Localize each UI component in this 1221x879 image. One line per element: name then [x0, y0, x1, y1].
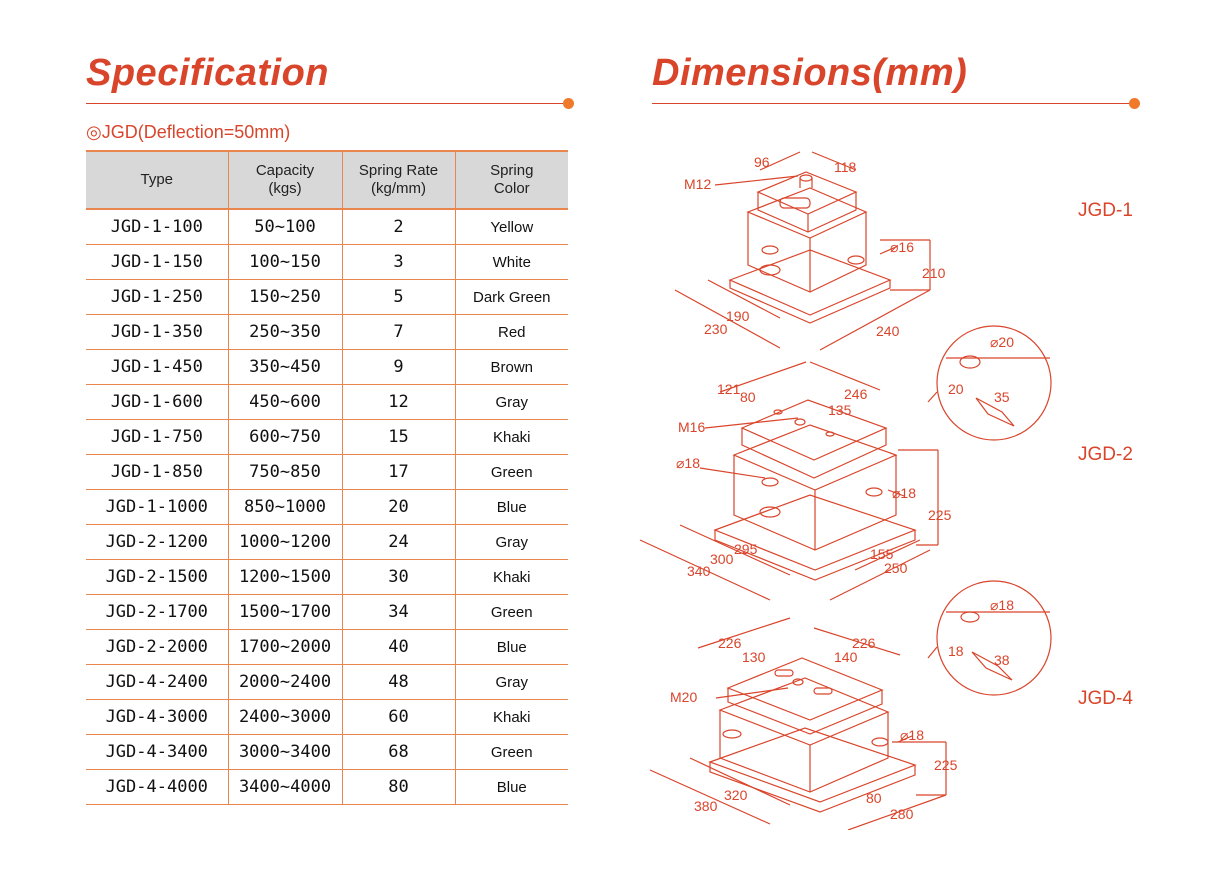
- spring-rate-cell: 3: [342, 245, 455, 280]
- jgd2-dim-base-b: 300: [710, 551, 734, 567]
- jgd-4-drawing: [650, 581, 1051, 830]
- spring-rate-cell: 30: [342, 560, 455, 595]
- jgd2-dim-base-c: 340: [687, 563, 711, 579]
- column-header: [342, 151, 455, 209]
- jgd4-dim-thread: M20: [670, 689, 698, 705]
- type-cell: JGD-2-1500: [86, 560, 228, 595]
- jgd2-dim-top-d: 135: [828, 402, 852, 418]
- model-label-jgd-4: JGD-4: [1078, 688, 1133, 709]
- spring-color-cell: Gray: [455, 385, 568, 420]
- table-row: [86, 700, 568, 735]
- spring-color-cell: Brown: [455, 350, 568, 385]
- spring-rate-cell: 48: [342, 665, 455, 700]
- spring-color-cell: Blue: [455, 770, 568, 805]
- spring-color-cell: Red: [455, 315, 568, 350]
- table-row: [86, 630, 568, 665]
- jgd4-dim-top-c: 226: [852, 635, 876, 651]
- spring-rate-cell: 80: [342, 770, 455, 805]
- table-row: [86, 560, 568, 595]
- capacity-cell: 1200~1500: [228, 560, 342, 595]
- column-header: [455, 151, 568, 209]
- column-header-line: Capacity: [255, 162, 315, 179]
- spring-color-cell: Gray: [455, 525, 568, 560]
- spring-color-cell: Khaki: [455, 560, 568, 595]
- spring-rate-cell: 15: [342, 420, 455, 455]
- spring-color-cell: Gray: [455, 665, 568, 700]
- jgd2-dim-hole: ⌀18: [676, 455, 701, 471]
- spring-rate-cell: 24: [342, 525, 455, 560]
- jgd2-dim-base-e: 250: [884, 560, 908, 576]
- capacity-cell: 3000~3400: [228, 735, 342, 770]
- capacity-cell: 450~600: [228, 385, 342, 420]
- capacity-cell: 3400~4000: [228, 770, 342, 805]
- jgd2-detail-hole: ⌀20: [990, 334, 1015, 350]
- jgd1-dim-base-a: 190: [726, 308, 750, 324]
- table-row: [86, 245, 568, 280]
- jgd2-dim-hole2: ⌀18: [892, 485, 917, 501]
- spec-table: [86, 150, 568, 805]
- spring-rate-cell: 34: [342, 595, 455, 630]
- type-cell: JGD-1-250: [86, 280, 228, 315]
- jgd4-dim-top-a: 226: [718, 635, 742, 651]
- capacity-cell: 2400~3000: [228, 700, 342, 735]
- column-header: [228, 151, 342, 209]
- jgd4-detail-b: 38: [994, 652, 1010, 668]
- table-row: [86, 595, 568, 630]
- jgd2-detail-a: 20: [948, 381, 964, 397]
- jgd2-dim-base-d: 155: [870, 546, 894, 562]
- capacity-cell: 50~100: [228, 209, 342, 245]
- capacity-cell: 750~850: [228, 455, 342, 490]
- spring-color-cell: Dark Green: [455, 280, 568, 315]
- type-cell: JGD-1-100: [86, 209, 228, 245]
- spring-color-cell: Green: [455, 455, 568, 490]
- spring-color-cell: Yellow: [455, 209, 568, 245]
- table-row: [86, 490, 568, 525]
- jgd1-dim-thread: M12: [684, 176, 712, 192]
- spring-rate-cell: 5: [342, 280, 455, 315]
- capacity-cell: 1000~1200: [228, 525, 342, 560]
- type-cell: JGD-2-1200: [86, 525, 228, 560]
- table-row: [86, 525, 568, 560]
- model-label-jgd-2: JGD-2: [1078, 444, 1133, 465]
- capacity-cell: 350~450: [228, 350, 342, 385]
- spring-color-cell: Green: [455, 735, 568, 770]
- jgd4-dim-top-d: 140: [834, 649, 858, 665]
- type-cell: JGD-4-3000: [86, 700, 228, 735]
- jgd-2-top-cap: [742, 400, 886, 460]
- spring-color-cell: Blue: [455, 490, 568, 525]
- table-row: [86, 455, 568, 490]
- type-cell: JGD-1-750: [86, 420, 228, 455]
- jgd1-dim-hole: ⌀16: [890, 239, 915, 255]
- jgd2-dim-base-a: 295: [734, 541, 758, 557]
- jgd4-dim-base-d: 280: [890, 806, 914, 822]
- table-row: [86, 315, 568, 350]
- type-cell: JGD-1-350: [86, 315, 228, 350]
- spring-rate-cell: 68: [342, 735, 455, 770]
- spec-title-rule: [86, 103, 570, 104]
- type-cell: JGD-4-2400: [86, 665, 228, 700]
- type-cell: JGD-2-1700: [86, 595, 228, 630]
- capacity-cell: 850~1000: [228, 490, 342, 525]
- spring-color-cell: White: [455, 245, 568, 280]
- dimensions-title: Dimensions(mm): [652, 52, 968, 94]
- jgd1-dim-base-c: 240: [876, 323, 900, 339]
- spring-rate-cell: 60: [342, 700, 455, 735]
- spring-rate-cell: 9: [342, 350, 455, 385]
- column-header-line: Type: [140, 171, 174, 188]
- jgd-2-drawing: [640, 326, 1051, 600]
- type-cell: JGD-2-2000: [86, 630, 228, 665]
- type-cell: JGD-1-1000: [86, 490, 228, 525]
- jgd4-dim-base-b: 380: [694, 798, 718, 814]
- dimensions-rule-dot: [1129, 98, 1140, 109]
- capacity-cell: 1500~1700: [228, 595, 342, 630]
- jgd2-dim-top-a: 121: [717, 381, 741, 397]
- spring-rate-cell: 20: [342, 490, 455, 525]
- type-cell: JGD-4-4000: [86, 770, 228, 805]
- jgd2-detail-b: 35: [994, 389, 1010, 405]
- capacity-cell: 2000~2400: [228, 665, 342, 700]
- jgd4-dim-hole: ⌀18: [900, 727, 925, 743]
- spring-color-cell: Green: [455, 595, 568, 630]
- jgd4-dim-top-b: 130: [742, 649, 766, 665]
- spring-color-cell: Khaki: [455, 700, 568, 735]
- table-row: [86, 735, 568, 770]
- column-header-line: Color: [493, 180, 530, 197]
- table-row: [86, 385, 568, 420]
- spring-rate-cell: 7: [342, 315, 455, 350]
- model-label-jgd-1: JGD-1: [1078, 200, 1133, 221]
- column-header-line: (kg/mm): [371, 180, 426, 197]
- table-row: [86, 280, 568, 315]
- spec-title: Specification: [86, 52, 329, 94]
- capacity-cell: 150~250: [228, 280, 342, 315]
- jgd1-dim-top-b: 118: [834, 159, 857, 175]
- jgd1-dim-top-a: 96: [754, 154, 770, 170]
- table-row: [86, 665, 568, 700]
- capacity-cell: 250~350: [228, 315, 342, 350]
- capacity-cell: 1700~2000: [228, 630, 342, 665]
- dimensions-title-rule: [652, 103, 1136, 104]
- spring-color-cell: Khaki: [455, 420, 568, 455]
- column-header-line: Spring Rate: [358, 162, 439, 179]
- spec-rule-dot: [563, 98, 574, 109]
- jgd4-dim-height: 225: [934, 757, 958, 773]
- jgd4-detail-hole: ⌀18: [990, 597, 1015, 613]
- capacity-cell: 100~150: [228, 245, 342, 280]
- type-cell: JGD-1-600: [86, 385, 228, 420]
- spring-rate-cell: 12: [342, 385, 455, 420]
- spring-color-cell: Blue: [455, 630, 568, 665]
- column-header: [86, 151, 228, 209]
- dimension-drawings: [630, 130, 1070, 830]
- jgd4-detail-a: 18: [948, 643, 964, 659]
- jgd2-dim-height: 225: [928, 507, 952, 523]
- jgd2-dim-thread: M16: [678, 419, 706, 435]
- spec-subtitle: ◎JGD(Deflection=50mm): [86, 122, 291, 142]
- column-header-line: (kgs): [268, 180, 302, 197]
- jgd2-dim-top-b: 80: [740, 389, 756, 405]
- type-cell: JGD-1-450: [86, 350, 228, 385]
- spring-rate-cell: 2: [342, 209, 455, 245]
- jgd1-dim-height: 210: [922, 265, 946, 281]
- spring-rate-cell: 17: [342, 455, 455, 490]
- capacity-cell: 600~750: [228, 420, 342, 455]
- column-header-line: Spring: [490, 162, 534, 179]
- type-cell: JGD-4-3400: [86, 735, 228, 770]
- type-cell: JGD-1-850: [86, 455, 228, 490]
- table-row: [86, 209, 568, 245]
- type-cell: JGD-1-150: [86, 245, 228, 280]
- jgd4-dim-base-c: 80: [866, 790, 882, 806]
- table-row: [86, 420, 568, 455]
- table-row: [86, 350, 568, 385]
- spring-rate-cell: 40: [342, 630, 455, 665]
- jgd2-dim-top-c: 246: [844, 386, 868, 402]
- table-row: [86, 770, 568, 805]
- jgd4-dim-base-a: 320: [724, 787, 748, 803]
- jgd1-dim-base-b: 230: [704, 321, 728, 337]
